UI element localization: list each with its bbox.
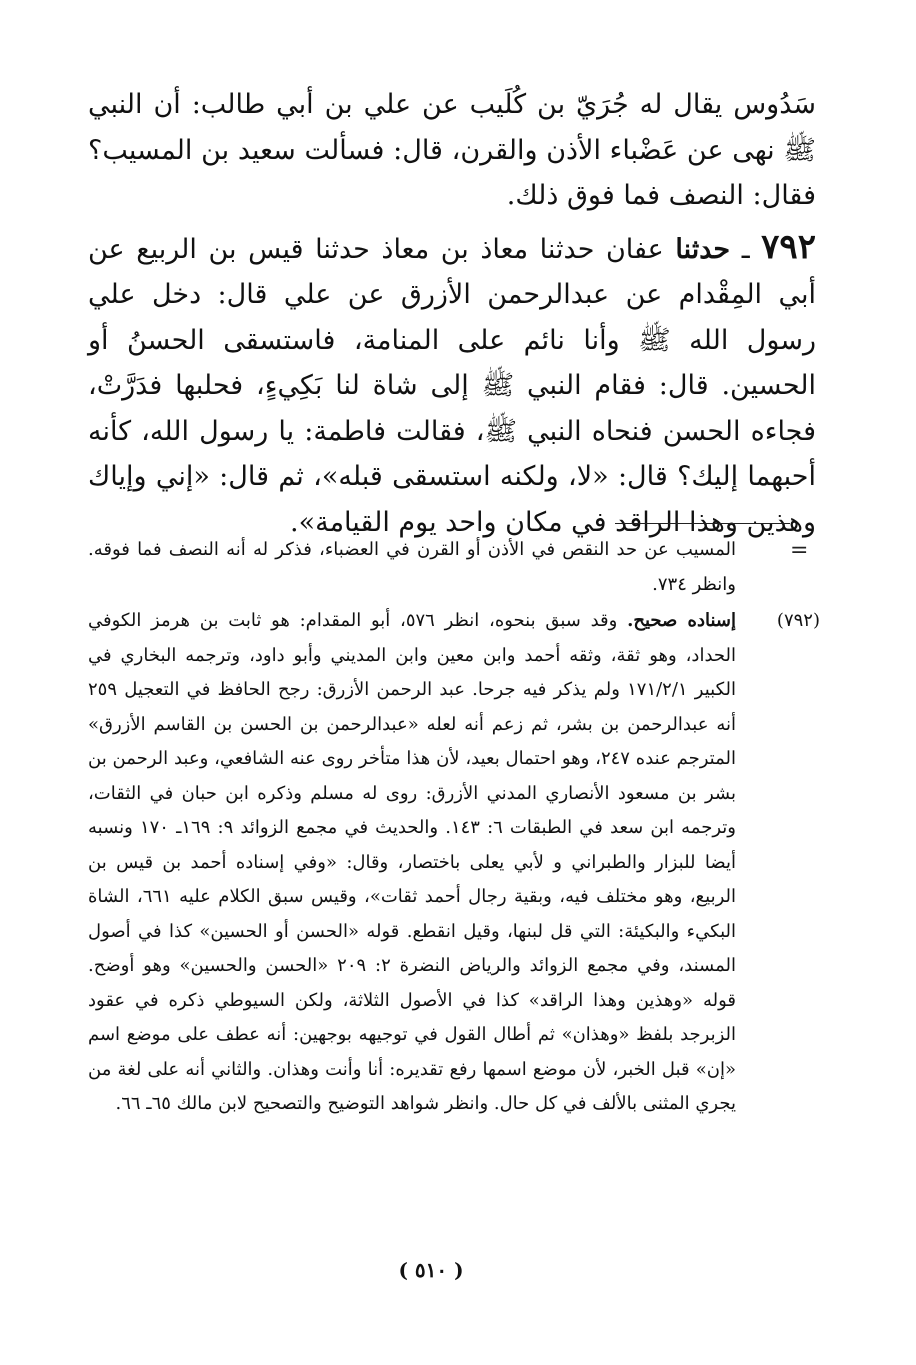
hadith-dash: ـ bbox=[741, 233, 750, 265]
continuation-mark: = bbox=[790, 538, 809, 563]
hadith-791-tail: سَدُوس يقال له جُرَيّ بن كُلَيب عن علي بن أبي طالب: أن النبي ﷺ نهى عن عَضْباء الأذن والقرن، قال: فسألت سعيد بن المسيب؟ فقال: النصف فما فوق ذلك. bbox=[88, 89, 816, 211]
hadith-opener: حدثنا bbox=[675, 233, 731, 265]
footnote-continuation: المسيب عن حد النقص في الأذن أو القرن في العضباء، فذكر له أنه النصف فما فوقه. وانظر ٧٣٤. bbox=[88, 539, 736, 595]
hadith-text: عفان حدثنا معاذ بن معاذ حدثنا قيس بن الربيع عن أبي المِقْدام عن عبدالرحمن الأزرق عن علي قال: دخل علي رسول الله ﷺ وأنا نائم على المنامة، فاستسقى الحسنُ أو الحسين. قال: فقام النبي ﷺ إلى شاة لنا بَكِيءٍ، فحلبها فدَرَّتْ، فجاءه الحسن فنحاه النبي ﷺ، فقالت فاطمة: يا رسول الله، كأنه أحبهما إليك؟ قال: «لا، ولكنه استسقى قبله»، ثم قال: «إني وإياك وهذين وهذا الراقد في مكان واحد يوم القيامة». bbox=[88, 233, 816, 538]
footnote-792 bbox=[88, 604, 820, 1122]
hadith-792 bbox=[88, 225, 816, 546]
footnote-number: (٧٩٢) bbox=[776, 610, 820, 631]
main-text-block bbox=[88, 82, 816, 545]
footnotes-block bbox=[88, 533, 820, 1122]
footnote-separator bbox=[615, 523, 790, 524]
page-number: ( ٥١٠ ) bbox=[398, 1258, 464, 1282]
hadith-number: ٧٩٢ bbox=[761, 226, 816, 267]
footnote-text: وقد سبق بنحوه، انظر ٥٧٦، أبو المقدام: هو ثابت بن هرمز الكوفي الحداد، وهو ثقة، وثقه أحمد وابن معين وابن المديني وأبو داود، وترجمه البخاري في الكبير ١٧١/٢/١ ولم يذكر فيه جرحا. عبد الرحمن الأزرق: رجح الحافظ في التعجيل ٢٥٩ أنه عبدالرحمن بن بشر، ثم زعم أنه لعله «عبدالرحمن بن الحسن بن القاسم الأزرق» المترجم عنده ٢٤٧، وهو احتمال بعيد، لأن هذا متأخر روى عنه الشافعي، وعبد الرحمن بن بشر بن مسعود الأنصاري المدني الأزرق: روى له مسلم وذكره ابن حبان في الثقات، وترجمه ابن سعد في الطبقات ٦: ١٤٣. والحديث في مجمع الزوائد ٩: ١٦٩ـ ١٧٠ ونسبه أيضا للبزار والطبراني و لأبي يعلى باختصار، وقال: «وفي إسناده أحمد بن قيس بن الربيع، وهو مختلف فيه، وبقية رجال أحمد ثقات»، وقيس سبق الكلام عليه ٦٦١، الشاة البكيء والبكيئة: التي قل لبنها، وقيل انقطع. قوله «الحسن أو الحسين» كذا في أصول المسند، وفي مجمع الزوائد والرياض النضرة ٢: ٢٠٩ «الحسن والحسين» وهو أوضح. قوله «وهذين وهذا الراقد» كذا في الأصول الثلاثة، ولكن السيوطي ذكره في عقود الزبرجد بلفظ «وهذان» ثم أطال القول في توجيهه بوجهين: أنه عطف على موضع اسم «إن» قبل الخبر، لأن موضع اسمها رفع تقديره: أنا وأنت وهذان. والثاني أنه على لغة من يجري المثنى بالألف في كل حال. وانظر شواهد التوضيح والتصحيح لابن مالك ٦٥ـ ٦٦. bbox=[88, 610, 737, 1114]
footnote-lead: إسناده صحيح. bbox=[627, 610, 736, 631]
